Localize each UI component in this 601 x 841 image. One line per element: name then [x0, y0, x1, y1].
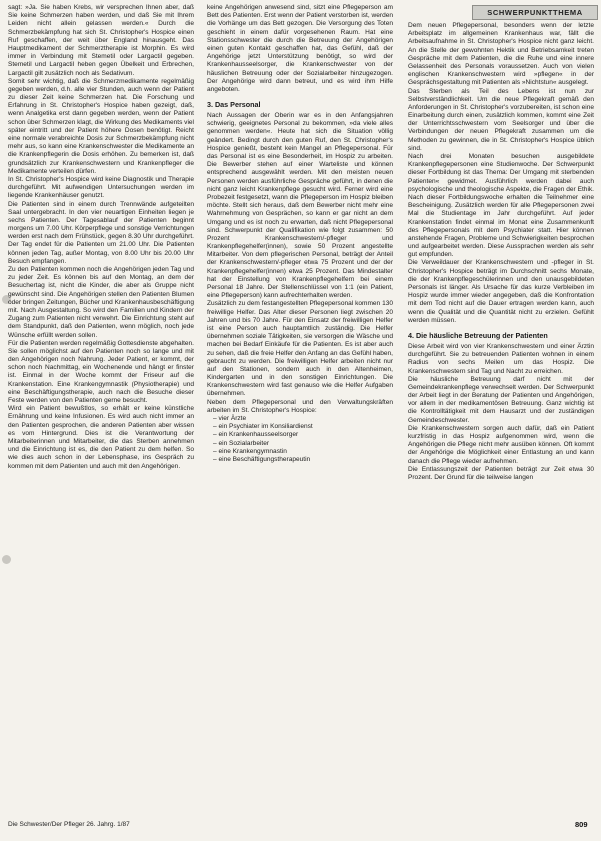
- staff-list: [207, 415, 393, 464]
- paragraph: Wird ein Patient bewußtlos, so erhält er keine künstliche Ernährung und keine Infusionen. Es wird auch nicht immer an den Patienten gesprochen, die anderen Patienten aber wissen es vom Hintergrund. Dies ist die Verantwortung der Mitarbeiterinnen und Mitarbeiter, die das Sterben annehmen und die Einrichtung ist es, die den Patient zu dem helfen. So wie dies auch schon in der Lebensphase, ins Gespräch zu kommen mit dem Patienten und auch mit den Angehörigen.: [8, 405, 194, 470]
- paragraph: Dem neuen Pflegepersonal, besonders wenn der letzte Arbeitsplatz im allgemeinen Krankenhaus war, fällt die Arbeitsaufnahme in St. Christopher's Hospice nicht ganz leicht. An die Stelle der gewohnten Hektik und Betriebsamkeit treten Gespräche mit dem Patienten, die die Ruhe und eine innere Gelassenheit des Personals voraussetzen. Auch von vielen englischen Krankenschwestern wird »pflegen« in der Gesprächsgestaltung mit Patienten als »Nichtstun« ausgelegt.: [408, 22, 594, 87]
- journal-citation: Die Schwester/Der Pfleger 26. Jahrg. 1/87: [8, 821, 130, 828]
- section-heading-home-care: 4. Die häusliche Betreuung der Patienten: [408, 330, 548, 340]
- text-column-3: [408, 22, 594, 804]
- paragraph: Das Sterben als Teil des Lebens ist nun zur Selbstverständlichkeit. Um die neue Pflegekraft gemäß den Anforderungen in St. Christopher's vorzubereiten, ist schon eine Einarbeitung durch einen, zusätzlich kommen, kommt eine Zeit der Unterrichtsschwestern vom Seelsorger und über die Verbindungen der neuen Pflegekraft zusammen um die Methoden zu gewinnen, die in St. Christopher's Hospice üblich sind.: [408, 87, 594, 152]
- paragraph: Die Krankenschwestern sorgen auch dafür, daß ein Patient kurzfristig in das Hospiz aufgenommen wird, wenn die Angehörigen die Pflege nicht mehr ausüben können. Oft kommt der Angehörige die Möglichkeit einer Entlastung an und kann danach die Pflege wieder aufnehmen.: [408, 424, 594, 465]
- text-column-1: [8, 4, 194, 804]
- paragraph: Zusätzlich zu dem festangestellten Pflegepersonal kommen 130 freiwillige Helfer. Das Alter dieser Personen liegt zwischen 20 Jahren und bis 70 Jahre. Für den Einsatz der freiwilligen Helfer ist eine Person auch hauptamtlich zuständig. Die Helfer übernehmen soziale Tätigkeiten, sie versorgen die Wäsche und machen bei Bedarf Einkäufe für die Patienten. Es ist aber auch zu sehen, daß die freie Helfer den Anfang an das Gefühl haben, gebraucht zu werden. Die freiwilligen Helfer arbeiten nicht nur auf den Stationen, sondern auch in den Altenheimen, Kindergarten und in den sonstigen Einrichtungen. Die Krankenschwestern wird fast genauso wie die Helfer Aufgaben übernehmen.: [207, 300, 393, 398]
- list-item: – eine Krankengymnastin: [213, 448, 393, 456]
- paragraph: sagt: »Ja. Sie haben Krebs, wir versprechen Ihnen aber, daß Sie keine Schmerzen haben werden, und daß Sie mit Ihrem Leiden nicht allein gelassen werden.« Durch die Schmerzbekämpfung hat sich St. Christopher's Hospice einen Ruf geschaffen, der weit über England hinausgeht. Das Hauptmedikament der Schmerztherapie ist Morphin. Es wird immer in Verbindung mit Stemetil oder Largactil gegeben. Stemetil und Largactil heben gegen Übelkeit und Erbrechen, Largactil gilt zusätzlich noch als Sedativum.: [8, 4, 194, 77]
- paragraph: Nach Aussagen der Oberin war es in den Anfangsjahren schwierig, geeignetes Personal zu bekommen, »da viele alles genommen werden«. Heute hat sich die Situation völlig geändert. Bedingt durch den guten Ruf, den St. Christopher's Hospice genießt, besteht kein Mangel an Pflegepersonal. Für das Personal ist es eine Besonderheit, im Hospiz zu arbeiten. Die Bewerber stehen auf einer Warteliste und können entsprechend ausgewählt werden. Mit den meisten neuen Personen werden ausführliche Gespräche geführt, in denen die nicht ganz leicht Krankenpflege gesucht wird. Ferner wird eine Probezeit festgesetzt, wann die Pflegeperson im Hospiz bleiben möchte. Stellt sich heraus, daß dem Bewerber nicht mehr eine Wahrnehmung von Gesprächen, so kann er gar nicht an dem Umgang und es ist noch zu erwarten, daß nicht Pflegepersonal sind. Schwerpunkt der Qualifikation wie folgt zusammen: 50 Prozent Krankenschwestern/-pfleger und Krankenpflegehelfer(innen), sowie 50 Prozent angestellte Mitarbeiter. Von dem pflegerischen Personal, beträgt der Anteil der Krankenschwestern/-pfleger etwa 75 Prozent und der der Krankenpflegehelfer(innen) etwa 25 Prozent. Das Mindestalter hat der Einstellung von Krankenpflegehelfern bei einem Personal 18 Jahre. Der Stellenschlüssel von 1:1 (ein Patient, eine Pflegeperson) kann aufrechterhalten werden.: [207, 112, 393, 300]
- list-item: – ein Krankenhausseelsorger: [213, 431, 393, 439]
- section-heading-personnel: 3. Das Personal: [207, 100, 261, 110]
- paragraph: keine Angehörigen anwesend sind, sitzt eine Pflegeperson am Bett des Patienten. Erst wenn der Patient verstorben ist, werden die Vorhänge um das Bett gezogen. Die Versorgung des Toten geschieht in einem dafür vorgesehenen Raum. Hat eine Stationsschwester die durch die Betreuung der Angehörigen einen guten Kontakt geschaffen hat, das Gefühl, daß der Angehörige jetzt Unterstützung benötigt, so wird der Krankenhausseelsorger, die Krankenschwester von der häuslichen Betreuung oder der Sozialarbeiter hinzugezogen. Der Angehörige wird dann betreut, und es wird ihm Hilfe angeboten.: [207, 4, 393, 93]
- section-badge: SCHWERPUNKTTHEMA: [472, 5, 598, 20]
- paragraph: Nach drei Monaten besuchen ausgebildete Krankenpflegepersonen eine Studienwoche. Der Schwerpunkt dieser Fortbildung ist das Thema: Der Umgang mit sterbenden Patienten« gewidmet. Ausführlich werden dabei auch psychologische und theologische Aspekte, die Fragen der Ethik. Nach dieser Fortbildungswoche erhalten die Teilnehmer eine Bescheinigung. Zusätzlich werden für alle Pflegepersonen zwei Mal die Studientage im Jahr durchgeführt. Auf jeder Krankenstation findet einmal im Monat eine Zusammenkunft des Pflegepersonals mit dem Psychiater statt. Hier können anstehende Fragen, Probleme und Schwierigkeiten besprochen und aufgearbeitet werden. Diese Aussprachen werden als sehr gut empfunden.: [408, 153, 594, 259]
- list-item: – ein Psychiater im Konsiliardienst: [213, 423, 393, 431]
- page-number: 809: [575, 820, 588, 829]
- paragraph: Die häusliche Betreuung darf nicht mit der Gemeindekrankenpflege verwechselt werden. Der Schwerpunkt der Arbeit liegt in der Beratung der Patienten und Angehörigen, vor allem in der medikamentösen Betreuung. Ganz wichtig ist die Kontrolltätigkeit mit dem Hausarzt und der zuständigen Gemeindeschwester.: [408, 375, 594, 424]
- paragraph: Zu den Patienten kommen noch die Angehörigen jeden Tag und zu jeder Zeit. Es können bis auf den Montag, an dem der Besuchertag ist, nicht die Kinder, die aber als Gruppe nicht gewünscht sind. Die Angehörigen stellen den Patienten Blumen oder bringen Zeitungen, Bücher und Krankenhausbeschäftigung mit. Nach Ausgestaltung. So wird den Familien und Kindern der Zugang zum Patienten nicht verwehrt. Die Einrichtung steht auf dem Standpunkt, daß den Patienten, wenn möglich, noch jede Wünsche erfüllt werden sollen.: [8, 266, 194, 339]
- paragraph: Die Verweildauer der Krankenschwestern und -pfleger in St. Christopher's Hospice beträgt im Durchschnitt sechs Monate, die der Krankenpflegeschülerinnen und den unausgebildeten Personals ist länger. Als Ursache für das kurze Verbleiben im Hospiz wurde immer wieder angegeben, daß die Konfrontation mit dem Tod nicht auf die Dauer ertragen werden kann, auch wenn die Qualität und die Quantität nicht zu erzielen. Gefühlt werden müssen.: [408, 259, 594, 324]
- paragraph: Somit sehr wichtig, daß die Schmerzmedikamente regelmäßig gegeben werden, d.h. alle vier Stunden, auch wenn der Patient zu dieser Zeit keine Schmerzen hat. Die Forschung und Erfahrung in St. Christopher's Hospice haben gezeigt, daß, wenn Analgetika erst dann gegeben werden, wenn der Patient schon über Schmerzen klagt, die Wirkung des Medikaments viel später eintritt und der Patient höhere Dosen benötigt. Reicht eine normale verabreichte Dosis zur Schmerzbekämpfung nicht mehr aus, so kann eine Krankenschwester die Medikamente an die Krankenpflegerin die Dosis erhöhen. Zu bemerken ist, daß grundsätzlich zur Krankenschwestern und Krankenpfleger die Medikamente verteilen dürfen.: [8, 77, 194, 175]
- text-column-2: [207, 4, 393, 804]
- list-item: – ein Sozialarbeiter: [213, 440, 393, 448]
- paragraph: Diese Arbeit wird von vier Krankenschwestern und einer Ärztin durchgeführt. Sie zu betreuenden Patienten wohnen in einem Radius von sechs Meilen um das Hospiz. Die Krankenschwestern sind Tag und Nacht zu erreichen.: [408, 342, 594, 375]
- list-item: – eine Beschäftigungstherapeutin: [213, 456, 393, 464]
- paragraph: Die Entlassungszeit der Patienten beträgt zur Zeit etwa 30 Prozent. Der Grund für die teilweise langen: [408, 465, 594, 481]
- paragraph: In St. Christopher's Hospice wird keine Diagnostik und Therapie durchgeführt. Mit aufwendigen Untersuchungen werden im liegende Krankenhäuser genutzt.: [8, 175, 194, 200]
- paragraph: Neben dem Pflegepersonal und den Verwaltungskräften arbeiten im St. Christopher's Hospice:: [207, 398, 393, 414]
- paragraph: Für die Patienten werden regelmäßig Gottesdienste abgehalten. Sie sollen möglichst auf den Patienten noch so lange und mit den Angehörigen noch Nahrung. Jeder Patient, er kommt, der schon noch Nachmittag, ein Wochenende und hängt er finster ist. Einmal in der Woche kommt der Friseur auf die Krankenstation. Eine Krankengymnastik (Physiotherapie) und eine Beschäftigungstherapie, auch nach die Besuche dieser Feste werden von den Patienten gerne besucht.: [8, 339, 194, 404]
- paragraph: Die Patienten sind in einem durch Trennwände aufgeteilten Saal untergebracht. In den vier neuartigen Einheiten liegen je sechs Patienten. Der Tagesablauf der Patienten beginnt morgens um 7.00 Uhr. Körperpflege und sonstige Verrichtungen werden erst nach dem Frühstück, gegen 8.30 Uhr durchgeführt. Der Tag endet für die Patienten um 21.00 Uhr. Die Patienten können jeden Tag, außer Montag, von 8.00 Uhr bis 20.00 Uhr Besuch empfangen.: [8, 200, 194, 265]
- list-item: – vier Ärzte: [213, 415, 393, 423]
